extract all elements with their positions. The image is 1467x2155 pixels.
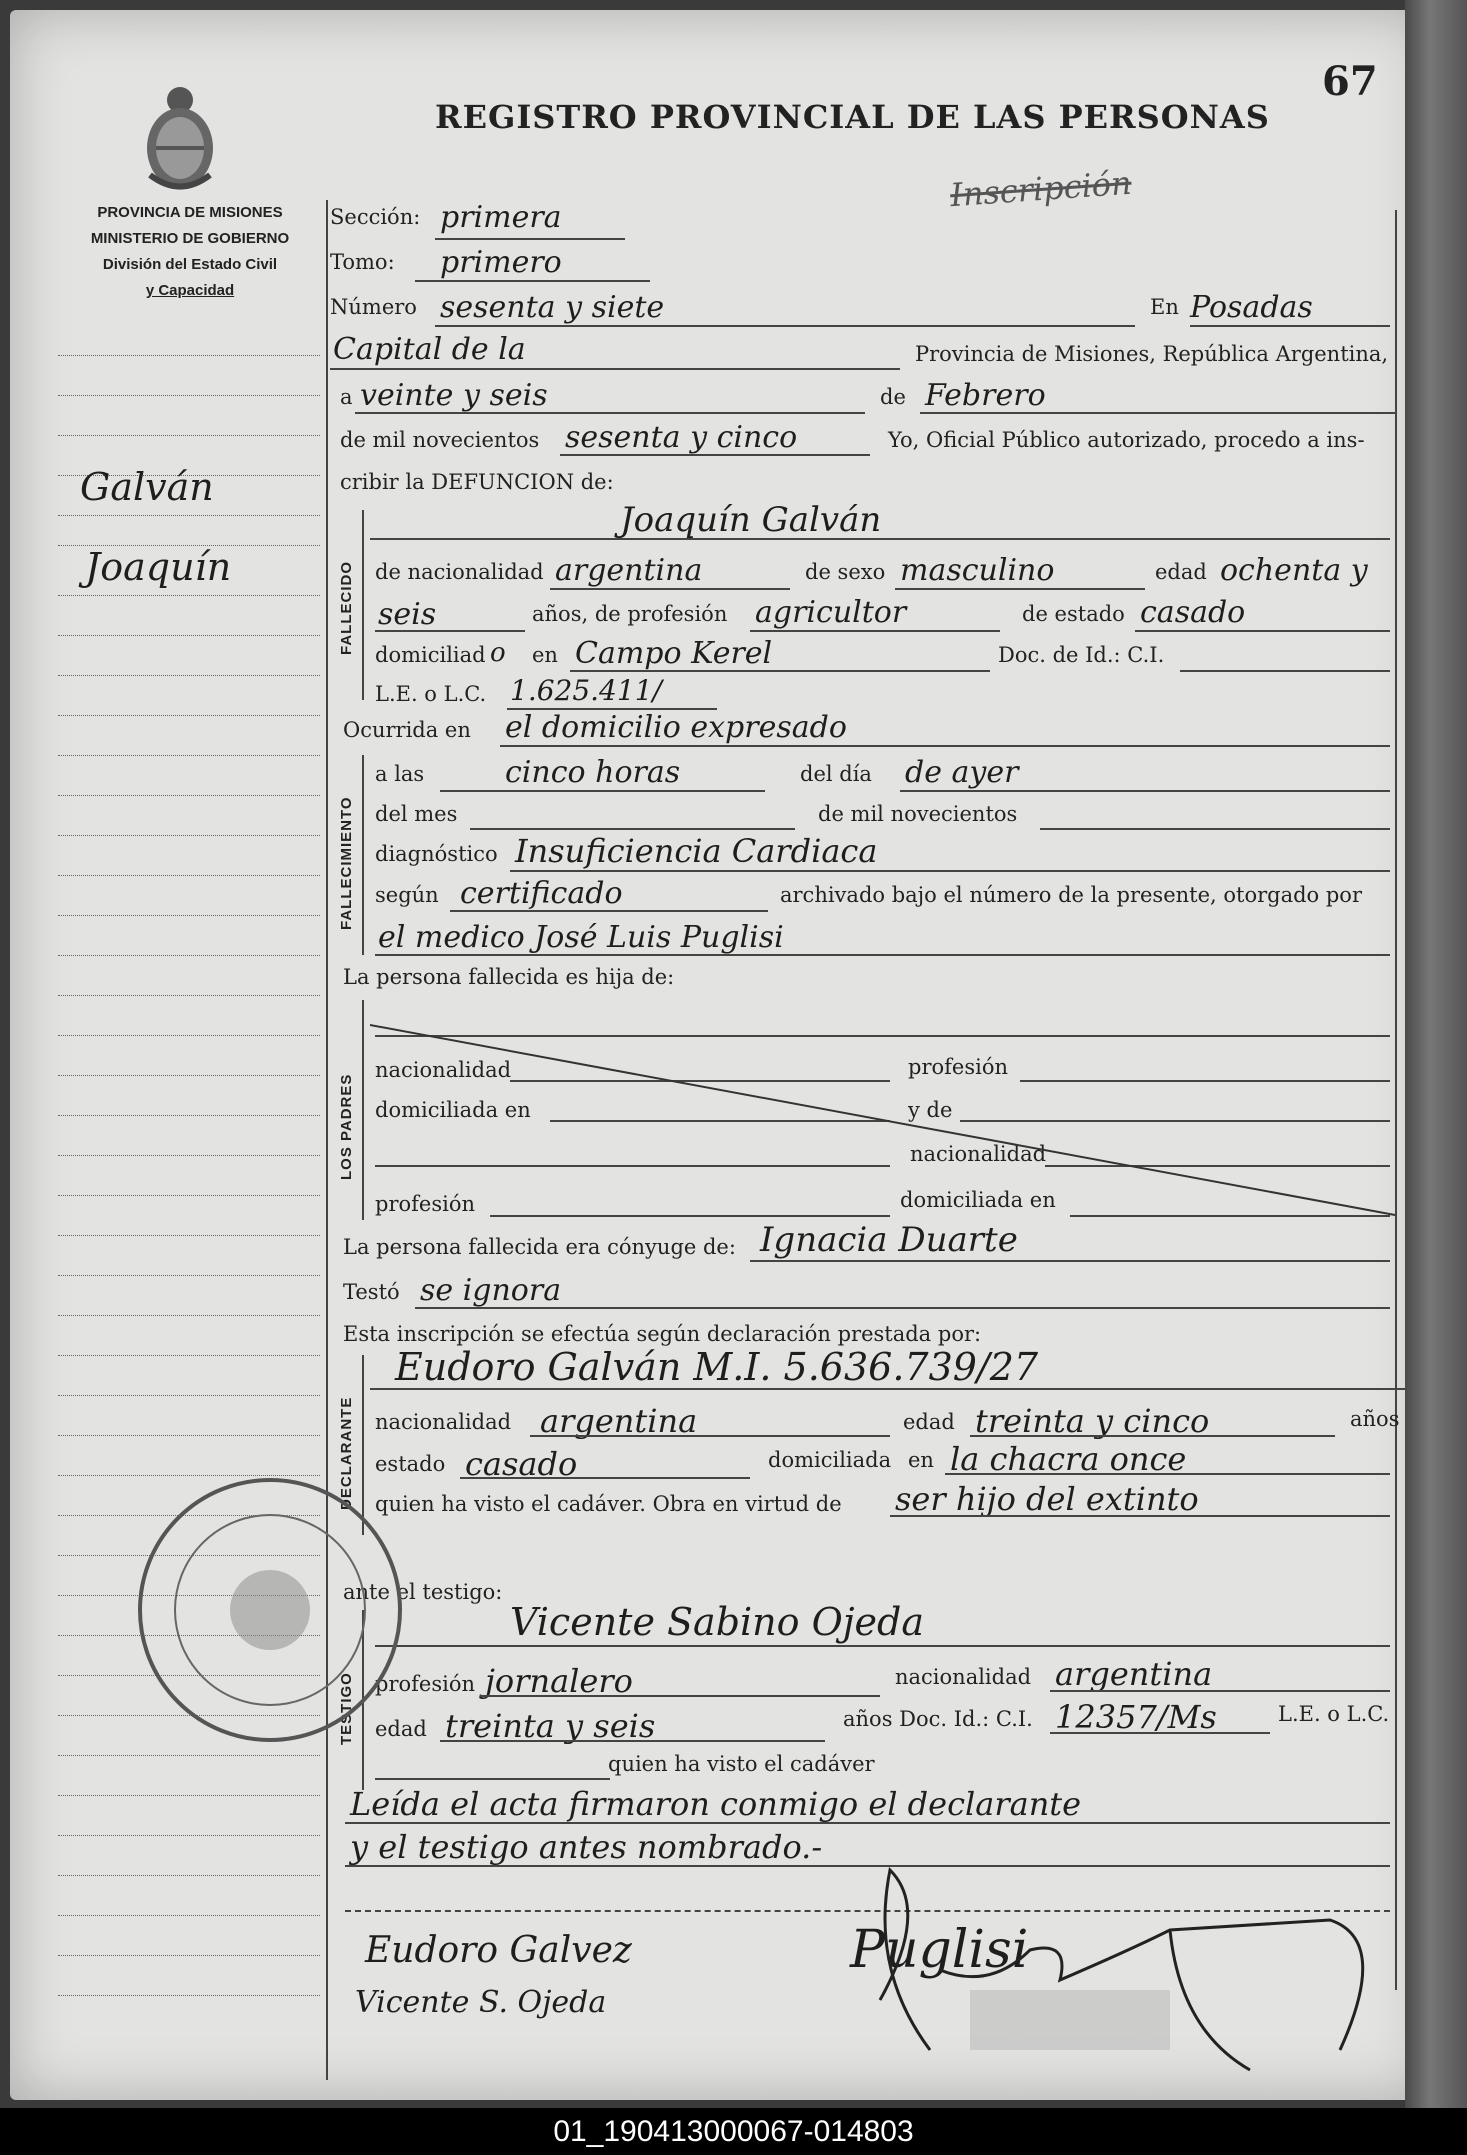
value-profesion: agricultor: [755, 595, 907, 630]
label-inscripcion: Esta inscripción se efectúa según declaración prestada por:: [343, 1322, 982, 1346]
label-conyuge: La persona fallecida era cónyuge de:: [343, 1235, 736, 1259]
label-ocurrida: Ocurrida en: [343, 718, 471, 742]
label-en: En: [1150, 295, 1179, 319]
line-dia-fallecimiento: [900, 790, 1390, 792]
section-padres: LOS PADRES: [338, 1073, 355, 1180]
value-dia-fallecimiento: de ayer: [905, 755, 1019, 790]
value-test-profesion: jornalero: [485, 1662, 633, 1700]
label-doc: Doc. de Id.: C.I.: [998, 643, 1165, 667]
line-tomo: [415, 280, 650, 282]
column-divider: [326, 200, 328, 2080]
value-edad-2: seis: [378, 597, 437, 632]
line-test-edad: [440, 1740, 825, 1742]
label-segun: según: [375, 883, 439, 907]
line-ocurrida: [500, 745, 1390, 747]
page-number: 67: [1322, 58, 1378, 105]
line-decl-virtud: [890, 1515, 1390, 1517]
value-decl-estado: casado: [465, 1445, 578, 1483]
label-provincia: Provincia de Misiones, República Argentina,: [915, 342, 1389, 366]
line-sexo: [895, 588, 1145, 590]
signature-scribble: [870, 1850, 1390, 2090]
value-le: 1.625.411/: [510, 674, 662, 707]
value-decl-nacionalidad: argentina: [540, 1402, 698, 1440]
value-conyuge: Ignacia Duarte: [760, 1220, 1018, 1260]
label-decl-nacionalidad: nacionalidad: [375, 1410, 512, 1434]
line-anio: [560, 454, 870, 456]
province-name: PROVINCIA DE MISIONES: [97, 204, 283, 221]
label-sexo: de sexo: [805, 560, 886, 584]
value-declarante: Eudoro Galván M.I. 5.636.739/27: [395, 1345, 1039, 1389]
label-a-las: a las: [375, 762, 425, 786]
label-madre-nacionalidad: nacionalidad: [910, 1142, 1047, 1166]
line-test-profesion: [480, 1695, 880, 1697]
label-test-nacionalidad: nacionalidad: [895, 1665, 1032, 1689]
line-segun: [450, 910, 768, 912]
value-test-edad: treinta y seis: [445, 1707, 656, 1745]
value-diagnostico: Insuficiencia Cardiaca: [515, 832, 878, 870]
line-decl-nacionalidad: [530, 1435, 890, 1437]
official-seal-icon: [130, 1470, 410, 1750]
value-segun: certificado: [460, 876, 623, 911]
division-name-2: y Capacidad: [145, 282, 235, 299]
bracket-fallecido: [362, 510, 364, 700]
label-anos: años: [1350, 1407, 1400, 1431]
value-numero: sesenta y siete: [440, 290, 665, 325]
label-padres-nacionalidad: nacionalidad: [375, 1058, 512, 1082]
line-dia: [355, 412, 865, 414]
line-estado: [1135, 630, 1390, 632]
label-anos-profesion: años, de profesión: [532, 602, 728, 626]
line-conyuge: [750, 1260, 1390, 1262]
line-medico: [375, 954, 1390, 956]
label-de-mil: de mil novecientos: [340, 428, 540, 452]
bracket-fallecimiento: [362, 755, 364, 955]
value-hora: cinco horas: [505, 755, 681, 790]
value-mes: Febrero: [925, 378, 1046, 413]
ministry-name: MINISTERIO DE GOBIERNO: [90, 230, 290, 247]
closing-line-2: y el testigo antes nombrado.-: [350, 1828, 823, 1866]
line-closing-1: [345, 1822, 1390, 1824]
coat-of-arms-icon: [130, 80, 230, 195]
label-a: a: [340, 385, 353, 409]
value-testo: se ignora: [420, 1273, 562, 1308]
line-test-extra: [375, 1778, 610, 1780]
document-sheet: [10, 10, 1430, 2100]
line-seccion: [435, 238, 625, 240]
value-testigo: Vicente Sabino Ojeda: [510, 1600, 925, 1644]
book-spine: [1405, 0, 1467, 2108]
line-test-nacionalidad: [1050, 1690, 1390, 1692]
label-cribir: cribir la DEFUNCION de:: [340, 470, 614, 494]
label-padres-profesion: profesión: [908, 1055, 1008, 1079]
label-domiciliada: domiciliada: [768, 1448, 892, 1472]
cancel-diagonal: [370, 1020, 1400, 1220]
line-numero: [435, 325, 1135, 327]
section-fallecimiento: FALLECIMIENTO: [338, 796, 355, 930]
label-de: de: [880, 385, 906, 409]
bracket-padres: [362, 1000, 364, 1220]
label-edad: edad: [1155, 560, 1207, 584]
label-padres-domiciliada: domiciliada en: [375, 1098, 531, 1122]
value-decl-edad: treinta y cinco: [975, 1402, 1210, 1440]
value-decl-domicilio: la chacra once: [950, 1440, 1187, 1478]
line-anio-fallecimiento: [1040, 828, 1390, 830]
signature-oficial: Puglisi: [850, 1920, 1029, 1980]
line-diagnostico: [510, 870, 1390, 872]
line-decl-domicilio: [945, 1473, 1390, 1475]
signature-testigo: Vicente S. Ojeda: [355, 1985, 607, 2020]
section-fallecido: FALLECIDO: [338, 561, 355, 655]
label-decl-edad: edad: [903, 1410, 955, 1434]
line-domicilio: [570, 670, 990, 672]
label-del-mes: del mes: [375, 802, 458, 826]
label-yo: Yo, Oficial Público autorizado, procedo a ins-: [888, 428, 1365, 452]
line-decl-edad: [970, 1435, 1335, 1437]
label-y-de: y de: [908, 1098, 953, 1122]
margin-given-name: Joaquín: [85, 545, 232, 589]
image-id-footer: 01_190413000067-014803: [0, 2108, 1467, 2155]
label-madre-domiciliada: domiciliada en: [900, 1188, 1056, 1212]
label-testo: Testó: [343, 1280, 400, 1304]
label-del-dia: del día: [800, 762, 872, 786]
line-edad-2: [375, 630, 525, 632]
value-sexo: masculino: [900, 553, 1055, 588]
section-declarante: DECLARANTE: [338, 1396, 355, 1510]
value-edad-1: ochenta y: [1220, 553, 1368, 588]
section-testigo: TESTIGO: [338, 1672, 355, 1745]
margin-surname: Galván: [80, 465, 214, 509]
label-diagnostico: diagnóstico: [375, 842, 498, 866]
line-capital: [330, 368, 900, 370]
value-medico: el medico José Luis Puglisi: [378, 920, 784, 955]
value-estado: casado: [1140, 595, 1246, 630]
line-mes-fallecimiento: [470, 828, 795, 830]
value-tomo: primero: [440, 245, 562, 280]
line-profesion: [750, 630, 1000, 632]
line-testigo: [375, 1645, 1390, 1647]
label-estado: de estado: [1022, 602, 1125, 626]
label-le-lc2: L.E. o L.C.: [1278, 1702, 1390, 1726]
line-nacionalidad: [550, 588, 790, 590]
value-test-nacionalidad: argentina: [1055, 1655, 1213, 1693]
value-seccion: primera: [440, 200, 562, 235]
value-capital: Capital de la: [333, 332, 526, 367]
official-stamp: [970, 1990, 1170, 2050]
label-archivado: archivado bajo el número de la presente, otorgado por: [780, 883, 1362, 907]
value-nombre: Joaquín Galván: [620, 500, 882, 540]
label-le-lc: L.E. o L.C.: [375, 682, 487, 706]
line-doc: [1180, 670, 1390, 672]
line-decl-estado: [460, 1477, 750, 1479]
label-de-mil-2: de mil novecientos: [818, 802, 1018, 826]
line-mes: [920, 412, 1395, 414]
label-tomo: Tomo:: [330, 250, 395, 274]
label-en2: en: [532, 643, 558, 667]
division-name: División del Estado Civil: [102, 256, 278, 273]
label-test-profesion: profesión: [375, 1672, 475, 1696]
value-test-ci: 12357/Ms: [1055, 1698, 1217, 1736]
closing-line-1: Leída el acta firmaron conmigo el declarante: [350, 1785, 1082, 1823]
value-domicilio: Campo Kerel: [575, 636, 773, 671]
value-decl-virtud: ser hijo del extinto: [895, 1480, 1199, 1518]
signature-declarante: Eudoro Galvez: [365, 1930, 632, 1971]
line-test-ci: [1050, 1732, 1270, 1734]
line-declarante: [370, 1388, 1420, 1390]
label-hija-de: La persona fallecida es hija de:: [343, 965, 675, 989]
label-madre-profesion: profesión: [375, 1192, 475, 1216]
label-numero: Número: [330, 295, 417, 319]
value-domiciliado-o: o: [490, 638, 506, 668]
label-domiciliad: domiciliad: [375, 643, 486, 667]
label-ante: ante el testigo:: [343, 1580, 503, 1604]
label-test-edad: edad: [375, 1717, 427, 1741]
value-dia: veinte y seis: [360, 378, 548, 413]
label-seccion: Sección:: [330, 205, 421, 229]
annotation-stamp: Inscripción: [948, 163, 1133, 215]
value-ciudad: Posadas: [1190, 290, 1313, 325]
label-en3: en: [908, 1448, 934, 1472]
value-anio: sesenta y cinco: [565, 420, 798, 455]
issuer-block: [55, 200, 325, 304]
label-nacionalidad: de nacionalidad: [375, 560, 544, 584]
label-decl-estado: estado: [375, 1452, 446, 1476]
page-title: REGISTRO PROVINCIAL DE LAS PERSONAS: [435, 98, 1270, 136]
line-hora: [440, 790, 765, 792]
value-nacionalidad: argentina: [555, 553, 703, 588]
line-ciudad: [1190, 325, 1390, 327]
line-testo: [415, 1307, 1390, 1309]
value-ocurrida: el domicilio expresado: [505, 710, 847, 745]
label-quien-visto2: quien ha visto el cadáver: [608, 1752, 875, 1776]
label-doc2: años Doc. Id.: C.I.: [843, 1707, 1033, 1731]
label-quien-visto: quien ha visto el cadáver. Obra en virtud de: [375, 1492, 842, 1516]
